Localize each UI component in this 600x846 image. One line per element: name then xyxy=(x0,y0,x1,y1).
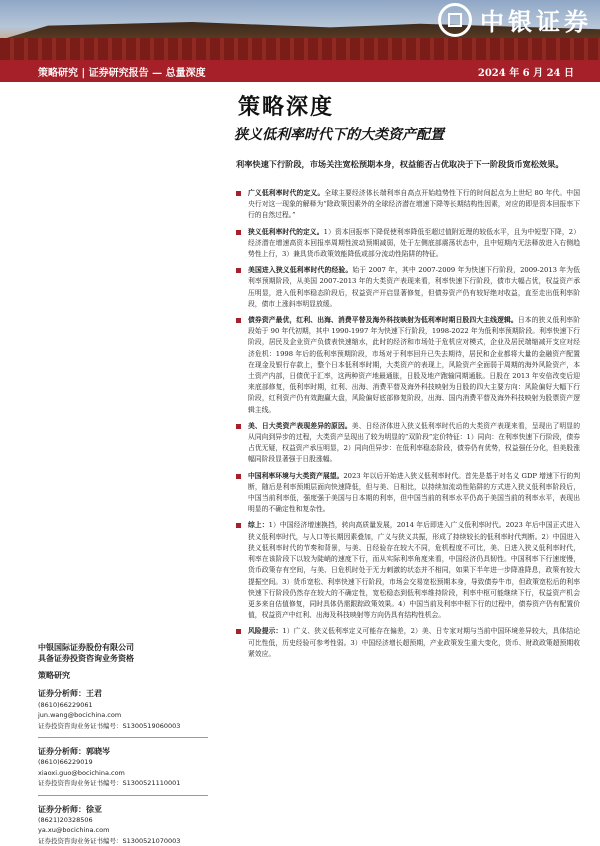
key-point-heading: 风险提示： xyxy=(248,627,283,636)
sidebar-info xyxy=(38,642,228,846)
analyst-divider xyxy=(38,737,208,738)
bullet-square-icon xyxy=(236,268,241,273)
key-point-text: 全球主要经济体长端利率自高点开始趋势性下行的时间起点为上世纪 80 年代。中国央行对这一现象的解释为“除政策因素外的全球经济潜在增速下降等长期结构性因素，对应的即是资本回报率下行的自然过程。” xyxy=(248,189,580,220)
analyst-name: 证券分析师：郭晓岑 xyxy=(38,746,110,757)
key-point-text: 1）资本回报率下降促使利率降低至超过值附近理的较低水平，且为中短型下降，2）经济潜在增速高资本回报率周期性波动预期减弱，处于左侧底部震荡状态中，且中短期内无法释放进入右侧趋势性上行，3）兼具货币政策效能降低或部分流动性陷阱的特征。 xyxy=(248,227,581,259)
bullet-square-icon xyxy=(236,629,241,634)
analyst-phone: (8610)66229061 xyxy=(38,700,93,709)
company-line-2: 具备证券投资咨询业务资格 xyxy=(38,653,134,663)
logo-mark-icon xyxy=(438,3,472,37)
analyst-list xyxy=(38,688,228,846)
analyst-license: 证券投资咨询业务证书编号：S1300521110001 xyxy=(38,779,181,788)
key-point-heading: 美国进入狭义低利率时代的经验。 xyxy=(248,266,353,275)
key-point-heading: 中国利率环境与大类资产展望。 xyxy=(248,471,344,480)
key-point-text: 始于 2007 年，其中 2007-2009 年为快速下行阶段，2009-2013 年为低利率预期阶段，从美国 2007-2013 年的大类资产表现来看，利率快速下行阶段，债市大幅占优，权益资产承压明显，进入低利率稳态阶段后，权益资产开启显著修复，但债券资产仍有较好绝对收益，直至走出低利率阶段，债市上涨斜率明显放缓。 xyxy=(248,266,580,308)
report-category-bar xyxy=(0,60,600,82)
key-point-text: 美、日经济体进入狭义低利率时代后的大类资产表现来看，呈现出了明显的从同向到异步的过程，大类资产呈现出了较为明显的“双阶段”定价特征：1）同向：在利率快速下行阶段，债券占优无疑，权益资产承压明显，2）同向但异步：在低利率稳态阶段，债券仍有优势，权益强任分化，但美股涨幅同阶段显著强于日股涨幅。 xyxy=(248,421,581,464)
analyst-license: 证券投资咨询业务证书编号：S1300519060003 xyxy=(38,721,181,730)
report-category: 策略研究 | 证券研究报告 — 总量深度 xyxy=(38,67,206,79)
key-point-item xyxy=(236,188,580,222)
palace-wall-illustration xyxy=(0,38,600,60)
key-point-item xyxy=(236,227,580,261)
key-point-item xyxy=(236,471,580,516)
analyst-card xyxy=(38,746,228,789)
key-point-text: 1）中国经济增速换挡，转向高质量发展，2014 年后即进入广义低利率时代。2023 年后中国正式进入狭义低利率时代，与人口等长期因素叠加，广义与狭义共振，形成了持续较长的低利率时代判断。2）中国进入狭义低利率时代的节奏和背景，与美、日经验存在较大不同，危机程度不可比，美、日进入狭义低利率时代，利率在该阶段下以较为陡峭的速度下行，而从实际利率角度来看，中国经济仍具韧性。中国利率下行速度慢，货币政策存有空间，与美、日危机时处于无力刺激的状态并不相同，如果下半年进一步降准降息，政策有较大提振空间。3）货币宽松、利率快速下行阶段，市场会交易宽松预期本身，导致债券牛市，但政策宽松后的利率快速下行阶段仍然存在较大的不确定性，宽松稳态到低利率维持阶段，利率中枢可能继续下行，权益资产机会更多来自估值修复，同时具体仍需跟踪政策效果。4）中国当前及利率中枢下行的过程中，债券资产仍有配置价值，权益资产中红利、出海及科技映射等方向仍具有结构性机会。 xyxy=(248,521,580,620)
analyst-email[interactable]: xiaoxi.guo@bocichina.com xyxy=(38,768,125,777)
bullet-square-icon xyxy=(236,424,241,429)
analyst-card xyxy=(38,688,228,731)
key-point-item xyxy=(236,626,580,660)
company-name xyxy=(38,642,228,664)
report-summary: 利率快速下行阶段，市场关注宽松预期本身，权益能否占优取决于下一阶段货币宽松效果。 xyxy=(236,159,564,169)
key-point-heading: 广义低利率时代的定义。 xyxy=(248,189,325,197)
bullet-square-icon xyxy=(236,318,241,323)
report-date: 2024 年 6 月 24 日 xyxy=(477,67,574,79)
key-point-text: 日本的狭义低利率阶段始于 90 年代初期，其中 1990-1997 年为快速下行阶段，1998-2022 年为低利率预期阶段。利率快速下行阶段，居民及企业资产负债表快速缩水，此时的经济和市场处于危机应对模式，企业及居民端缩减开支应对经济危机：1998 年后的低利率预期阶段，市场对于利率回升已失去期待，居民和企业都将大量的金融资产配置在现金及银行存款上，整个日本低利率时期，大类资产的表现上，风险资产全面弱于周期的海外风险资产，本土资产内部，日债优于汇率，这两种资产地最通胀，日股及地产跑输同期通胀。日股在 2013 年安倍改变后迎来底部修复，低利率时期，红利、出海、消费平替及海外科技映射为日股的四大主要方向：风险偏好大幅下行阶段，红利资产仍有效跑赢大盘，风险偏好底部修复阶段，出海、国内消费平替及海外科技映射为股票资产逻辑主线。 xyxy=(248,316,581,414)
key-point-item xyxy=(236,265,580,310)
analyst-phone: (8610)66229019 xyxy=(38,758,93,767)
header-banner xyxy=(0,0,600,60)
key-point-item xyxy=(236,421,580,466)
report-subtitle: 狭义低利率时代下的大类资产配置 xyxy=(234,127,444,143)
report-title: 策略深度 xyxy=(238,94,335,120)
key-points-list xyxy=(236,188,580,665)
key-point-item xyxy=(236,520,580,621)
analyst-email[interactable]: jun.wang@bocichina.com xyxy=(38,711,122,720)
analyst-name: 证券分析师：徐亚 xyxy=(38,803,102,814)
analyst-email[interactable]: ya.xu@bocichina.com xyxy=(38,826,110,835)
key-point-heading: 美、日大类资产表现差异的原因。 xyxy=(248,421,352,430)
company-line-1: 中银国际证券股份有限公司 xyxy=(38,642,134,652)
key-point-text: 2023 年以后开始进入狭义低利率时代。首先是基于对名义 GDP 增速下行的判断，随后是利率预期层面向快速降低，但与美、日相比，以持续加流动性陷阱的方式进入狭义低利率阶段后，中国当前利率低，强度强于美国与日本期的利率，但中国当前的利率水平仍高于美国当前的利率水平，表现出明显的不确定性和复杂性。 xyxy=(248,471,580,514)
analyst-phone: (8621)20328506 xyxy=(38,816,93,825)
logo-text: 中银证券 xyxy=(480,8,592,36)
brand-logo xyxy=(438,2,592,37)
section-label: 策略研究 xyxy=(38,670,70,680)
analyst-card xyxy=(38,804,228,846)
bullet-square-icon xyxy=(236,523,241,528)
key-point-text: 1）广义、狭义低利率定义可能存在偏差，2）美、日专家对期与当前中国环境差异较大，具体结论可比性低，历史经验可参考性弱。3）中国经济增长超预期，产业政策发生重大变化，货币、财政政策超预期收紧效应。 xyxy=(248,627,580,658)
bullet-square-icon xyxy=(236,191,241,196)
key-point-heading: 债券资产最优，红利、出海、消费平替及海外科技映射为低利率时期日股四大主线逻辑。 xyxy=(248,316,518,325)
bullet-square-icon xyxy=(236,474,241,479)
key-point-heading: 综上： xyxy=(248,521,269,530)
bullet-square-icon xyxy=(236,230,241,235)
analyst-name: 证券分析师：王君 xyxy=(38,688,102,699)
analyst-divider xyxy=(38,795,208,796)
analyst-license: 证券投资咨询业务证书编号：S1300521070003 xyxy=(38,836,181,845)
key-point-item xyxy=(236,315,580,416)
key-point-heading: 狭义低利率时代的定义。 xyxy=(248,227,324,236)
